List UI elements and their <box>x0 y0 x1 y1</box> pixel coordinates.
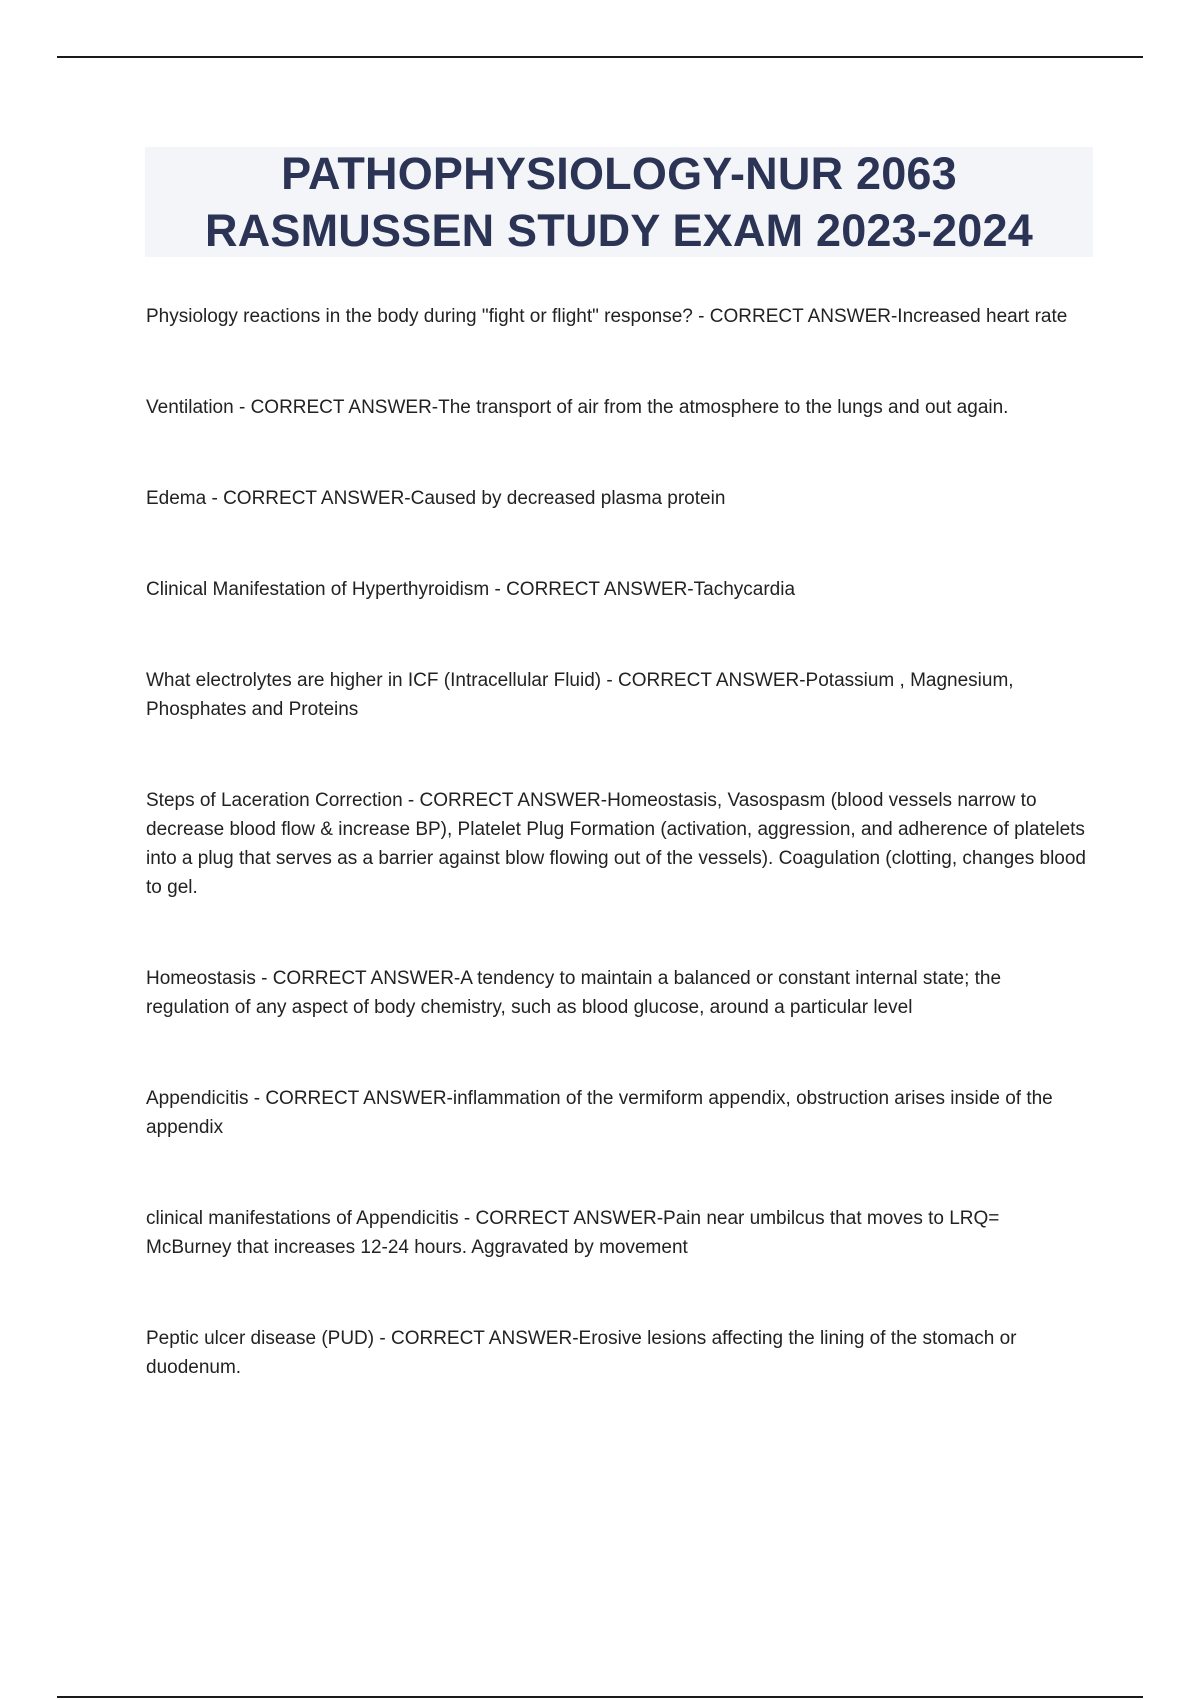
qa-entry-ventilation: Ventilation - CORRECT ANSWER-The transport of air from the atmosphere to the lungs and out again. <box>146 397 1009 418</box>
qa-list <box>146 302 1086 1382</box>
qa-entry-laceration-correction: Steps of Laceration Correction - CORRECT ANSWER-Homeostasis, Vasospasm (blood vessels narrow to decrease blood flow & increase BP), Platelet Plug Formation (activation, aggression, and adherence of platelets into a plug that serves as a barrier against blow flowing out of the vessels). Coagulation (clotting, changes blood to gel. <box>146 790 1086 898</box>
qa-entry-appendicitis-manifestations: clinical manifestations of Appendicitis - CORRECT ANSWER-Pain near umbilcus that moves to LRQ= McBurney that increases 12-24 hours. Aggravated by movement <box>146 1208 1000 1258</box>
title-line-2: RASMUSSEN STUDY EXAM 2023-2024 <box>205 205 1033 256</box>
qa-entry-icf-electrolytes: What electrolytes are higher in ICF (Intracellular Fluid) - CORRECT ANSWER-Potassium , Magnesium, Phosphates and Proteins <box>146 670 1014 720</box>
qa-entry-homeostasis: Homeostasis - CORRECT ANSWER-A tendency to maintain a balanced or constant internal state; the regulation of any aspect of body chemistry, such as blood glucose, around a particular level <box>146 968 1002 1018</box>
bottom-rule <box>57 1696 1143 1698</box>
qa-entry-edema: Edema - CORRECT ANSWER-Caused by decreased plasma protein <box>146 488 726 509</box>
title-line-1: PATHOPHYSIOLOGY-NUR 2063 <box>281 148 957 199</box>
qa-entry-hyperthyroidism: Clinical Manifestation of Hyperthyroidism - CORRECT ANSWER-Tachycardia <box>146 579 796 600</box>
title-banner <box>145 147 1093 257</box>
top-rule <box>57 56 1143 58</box>
qa-entry-appendicitis: Appendicitis - CORRECT ANSWER-inflammation of the vermiform appendix, obstruction arises inside of the appendix <box>146 1088 1053 1138</box>
qa-entry-peptic-ulcer: Peptic ulcer disease (PUD) - CORRECT ANSWER-Erosive lesions affecting the lining of the stomach or duodenum. <box>146 1328 1017 1378</box>
qa-entry-fight-or-flight: Physiology reactions in the body during "fight or flight" response? - CORRECT ANSWER-Increased heart rate <box>146 306 1068 327</box>
